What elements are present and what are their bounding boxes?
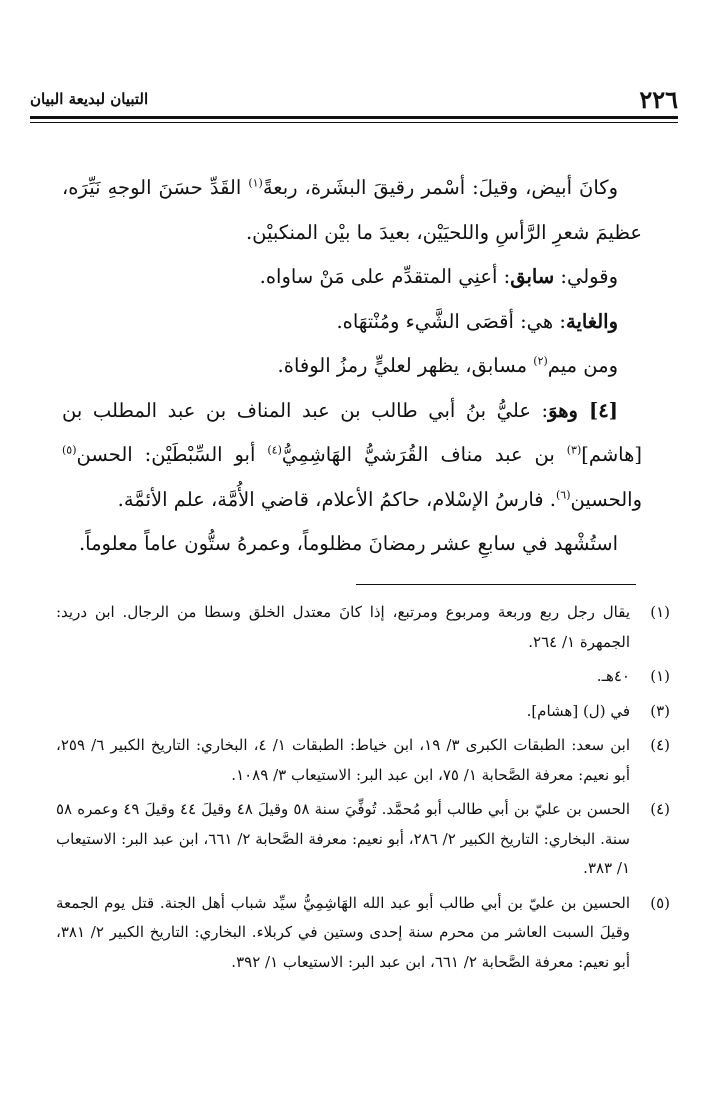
footnote-ref: (١) xyxy=(248,176,263,190)
footnote-text: الحسن بن عليّ بن أبي طالب أبو مُحمَّد. تُوفِّيَ سنة ٥٨ وقيلَ ٤٨ وقيلَ ٤٤ وقيلَ ٤٩ وعمره ٥٨ سنة. البخاري: التاريخ الكبير ٢/ ٢٨٦، أبو نعيم: معرفة الصَّحابة ٢/ ٦٦١، ابن عبد البر: الاستيعاب ١/ ٣٨٣. xyxy=(56,800,631,877)
paragraph-sabiq: وقولي: سابق: أعنِي المتقدِّم على مَنْ ساواه. xyxy=(259,265,618,288)
footnote-ref: (٢) xyxy=(533,354,548,368)
paragraph-lineage: [٤] وهوَ: عليُّ بنُ أبي طالب بن عبد المناف بن عبد المطلب بن [هاشم]$^{(٣)}$ بن عبد مناف القُرَشيُّ الهَاشِمِيُّ$^{(٤)}$ أبو السِّبْطَيْن: الحسن$^{(٥)}$ والحسين$^{(٦)}$. فارسُ الإسْلام، حاكمُ الأعلام، قاضي الأُمَّة، علم الأئمَّة. xyxy=(62,398,643,511)
footnote-number: (١) xyxy=(650,603,670,621)
main-text xyxy=(62,166,642,567)
running-title: التبيان لبديعة البيان xyxy=(30,90,149,108)
header-rule-thin xyxy=(30,122,678,123)
paragraph-mim: ومن ميم$^{(٢)}$ مسابق، يظهر لعليٍّ رمزُ الوفاة. xyxy=(277,354,618,377)
footnote-number: (٤) xyxy=(650,736,670,754)
paragraph-description: وكانَ أبيض، وقيلَ: أسْمر رقيقَ البشَرة، ربعةً$^{(١)}$ القَدِّ حسَنَ الوجهِ نَيِّرَه، عظيمَ شعرِ الرَّأسِ واللحيَيْن، بعيدَ ما بيْن المنكبيْن. xyxy=(62,176,642,244)
footnote-number: (٣) xyxy=(650,701,670,720)
footnote-ref: (٥) xyxy=(62,443,77,457)
footnote-text: يقال رجل ربع وربعة ومربوع ومرتبع، إذا كانَ معتدل الخلق وسطا من الرجال. ابن دريد: الجمهرة ١/ ٢٦٤. xyxy=(56,603,630,651)
footnote-text: في (ل) [هشام]. xyxy=(526,701,630,720)
footnote-ref: (٦) xyxy=(555,488,571,501)
footnote-text: ابن سعد: الطبقات الكبرى ٣/ ١٩، ابن خياط: الطبقات ١/ ٤، البخاري: التاريخ الكبير ٦/ ٢٥٩، أبو نعيم: معرفة الصَّحابة ١/ ٧٥، ابن عبد البر: الاستيعاب ٣/ ١٠٨٩. xyxy=(56,736,630,784)
footnote xyxy=(56,662,670,692)
footnote xyxy=(56,598,670,657)
footnote-number: (٥) xyxy=(650,893,670,912)
footnote-number: (١) xyxy=(650,667,670,685)
footnote xyxy=(56,697,670,727)
footnote-text: الحسين بن عليّ بن أبي طالب أبو عبد الله الهَاشِمِيُّ سيِّد شباب أهل الجنة. قتل يوم الجمعة وقيلَ السبت العاشر من محرم سنة إحدى وستين في كربلاء. البخاري: التاريخ الكبير ٢/ ٣٨١، أبو نعيم: معرفة الصَّحابة ٢/ ٦٦١، ابن عبد البر: الاستيعاب ١/ ٣٩٢. xyxy=(56,893,630,971)
footnote xyxy=(56,731,670,790)
footnote-separator xyxy=(356,584,636,585)
paragraph-ghaya: والغاية: هي: أقصَى الشَّيء ومُنْتهَاه. xyxy=(336,309,618,333)
footnote-ref: (٣) xyxy=(566,443,582,457)
term-sabiq: سابق xyxy=(510,265,555,288)
footnote-number: (٤) xyxy=(650,800,670,818)
page-header xyxy=(30,84,678,114)
footnote-ref: (٤) xyxy=(267,443,282,457)
footnotes xyxy=(56,598,670,982)
section-label: [٤] وهوَ xyxy=(548,398,619,422)
paragraph-martyrdom: استُشْهد في سابعِ عشر رمضانَ مظلوماً، وعمرهُ ستُّون عاماً معلوماً. xyxy=(78,532,618,555)
footnote-text: ٤٠هـ. xyxy=(596,667,630,685)
term-ghaya: والغاية xyxy=(565,309,618,333)
header-rule-thick xyxy=(30,116,678,119)
page-number: ٢٢٦ xyxy=(639,84,678,114)
footnote xyxy=(56,795,670,884)
footnote xyxy=(56,889,670,978)
